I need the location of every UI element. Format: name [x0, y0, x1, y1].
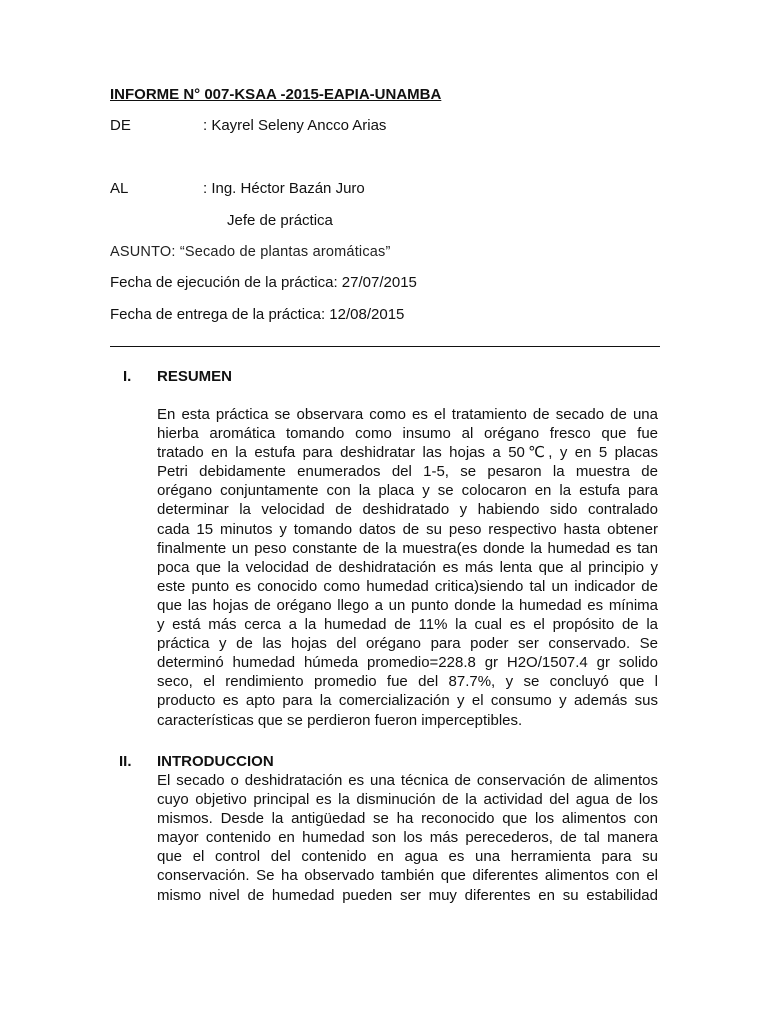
paragraph-line: poca que la velocidad de deshidratación es más lenta que al principio y	[157, 558, 658, 576]
al-label: AL	[110, 180, 129, 197]
divider-line	[110, 346, 660, 347]
fecha-entrega: Fecha de entrega de la práctica: 12/08/2015	[110, 306, 405, 323]
paragraph-line: hierba aromática tomando como insumo al orégano fresco que fue	[157, 425, 658, 443]
paragraph-line: El secado o deshidratación es una técnica de conservación de alimentos	[157, 772, 658, 789]
paragraph-line: determinar la velocidad de deshidratado y habiendo sido contralado	[157, 501, 658, 519]
resumen-paragraph	[157, 405, 658, 730]
paragraph-line: cuyo objetivo principal es la disminución de la actividad del agua de los	[157, 791, 658, 809]
de-label: DE	[110, 117, 131, 134]
fecha-ejecucion: Fecha de ejecución de la práctica: 27/07/2015	[110, 274, 417, 291]
section-number: I.	[123, 368, 132, 385]
al-role: Jefe de práctica	[227, 212, 333, 229]
paragraph-line: En esta práctica se observara como es el tratamiento de secado de una	[157, 406, 658, 423]
paragraph-line: producto es apto para la comercialización y el consumo y además sus	[157, 692, 658, 710]
introduccion-paragraph	[157, 771, 658, 905]
paragraph-line: seco, el rendimiento promedio fue del 87.7%, y se concluyó que l	[157, 673, 658, 691]
paragraph-line: características que se perdieron fueron imperceptibles.	[157, 711, 523, 729]
section-heading: RESUMEN	[157, 368, 233, 385]
report-title: INFORME N° 007-KSAA -2015-EAPIA-UNAMBA	[110, 86, 442, 103]
asunto-line: ASUNTO: “Secado de plantas aromáticas”	[110, 244, 391, 260]
paragraph-line: que el control del contenido en agua es una herramienta para su	[157, 848, 658, 866]
paragraph-line: mismo nivel de humedad pueden ser muy diferentes en su estabilidad	[157, 886, 658, 904]
de-value: : Kayrel Seleny Ancco Arias	[203, 117, 387, 134]
paragraph-line: tratado en la estufa para deshidratar las hojas a 50℃, y en 5 placas	[157, 444, 658, 462]
paragraph-line: determinó humedad húmeda promedio=228.8 gr H2O/1507.4 gr solido	[157, 654, 658, 672]
paragraph-line: Petri debidamente enumerados del 1-5, se pesaron la muestra de	[157, 463, 658, 481]
al-value: : Ing. Héctor Bazán Juro	[203, 180, 365, 197]
paragraph-line: que las hojas de orégano llego a un punto donde la humedad es mínima	[157, 596, 658, 614]
paragraph-line: mismos. Desde la antigüedad se ha reconocido que los alimentos con	[157, 810, 658, 828]
paragraph-line: práctica y de las hojas del orégano para poder ser conservado. Se	[157, 635, 658, 653]
section-number: II.	[119, 753, 132, 770]
paragraph-line: cada 15 minutos y tomando datos de su peso respectivo hasta obtener	[157, 520, 658, 538]
paragraph-line: mayor contenido en humedad son los más perecederos, de tal manera	[157, 829, 658, 847]
paragraph-line: conservación. Se ha observado también que diferentes alimentos con el	[157, 867, 658, 885]
paragraph-line: finalmente un peso constante de la muestra(es donde la humedad es tan	[157, 539, 658, 557]
paragraph-line: este punto es conocido como humedad critica)siendo tal un indicador de	[157, 577, 658, 595]
paragraph-line: orégano conjuntamente con la placa y se colocaron en la estufa para	[157, 482, 658, 500]
paragraph-line: y está más cerca a la humedad de 11% la cual es el propósito de la	[157, 616, 658, 634]
section-heading: INTRODUCCION	[157, 753, 274, 770]
